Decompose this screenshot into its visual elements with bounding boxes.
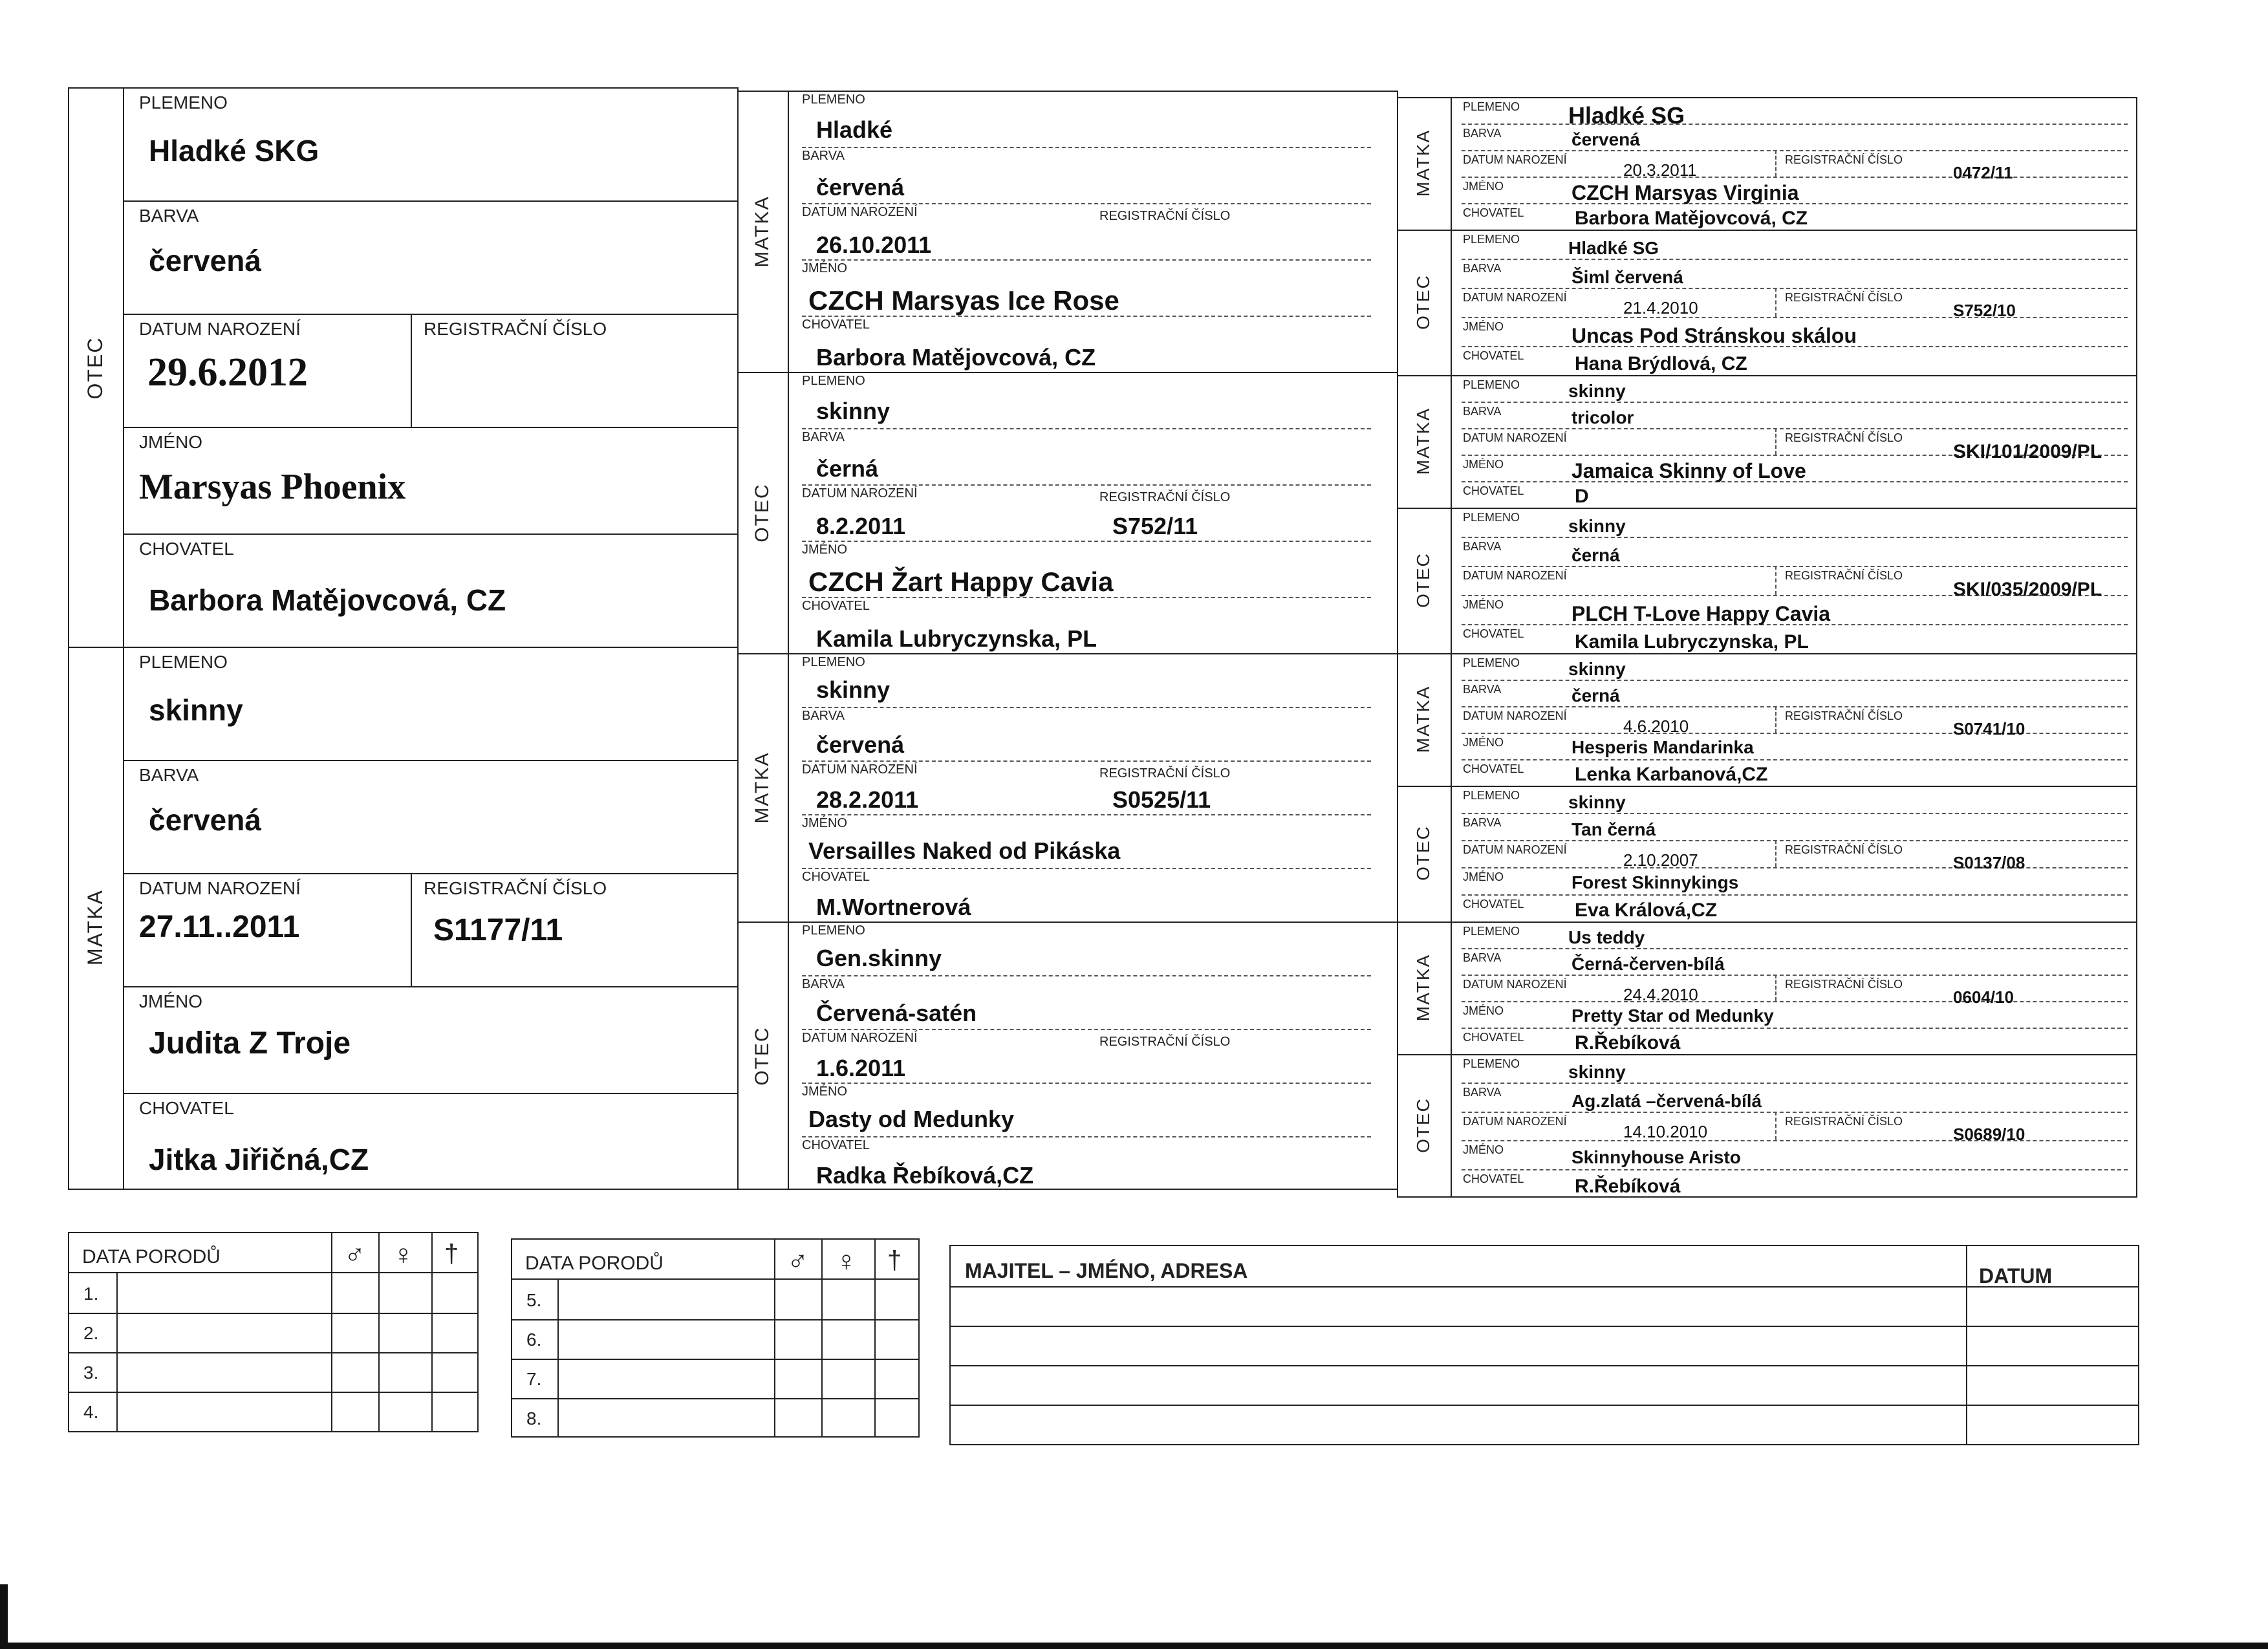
jmeno-label: JMÉNO xyxy=(1463,320,1504,333)
barva-label: BARVA xyxy=(802,149,845,163)
datum-label: DATUM NAROZENÍ xyxy=(802,486,918,501)
reg-label: REGISTRAČNÍ ČÍSLO xyxy=(1099,490,1231,504)
great-grandparent-role-label: MATKA xyxy=(1413,129,1433,197)
female-symbol: ♀ xyxy=(393,1239,414,1271)
chovatel-value: Kamila Lubryczynska, PL xyxy=(1575,631,1809,652)
barva-value: tricolor xyxy=(1571,407,1634,427)
datum-label: DATUM NAROZENÍ xyxy=(802,205,918,219)
reg-label: REGISTRAČNÍ ČÍSLO xyxy=(1099,766,1231,781)
reg-label: REGISTRAČNÍ ČÍSLO xyxy=(1099,209,1231,223)
plemeno-label: PLEMENO xyxy=(1463,1057,1520,1070)
reg-value: S0137/08 xyxy=(1953,853,2025,872)
chovatel-value: Barbora Matějovcová, CZ xyxy=(816,344,1096,371)
datum-value: 29.6.2012 xyxy=(147,350,308,394)
grandparent-role-label: MATKA xyxy=(751,751,773,824)
chovatel-value: Jitka Jiřičná,CZ xyxy=(149,1143,369,1176)
chovatel-label: CHOVATEL xyxy=(1463,898,1524,911)
reg-label: REGISTRAČNÍ ČÍSLO xyxy=(1785,978,1903,991)
litter-header-label: DATA PORODŮ xyxy=(82,1246,221,1267)
datum-label: DATUM NAROZENÍ xyxy=(1463,431,1567,444)
grandparents-role-divider xyxy=(788,91,789,1190)
plemeno-label: PLEMENO xyxy=(802,923,865,938)
great-grandparent-role-label: MATKA xyxy=(1413,407,1433,475)
reg-label: REGISTRAČNÍ ČÍSLO xyxy=(1785,843,1903,856)
barva-value: černá xyxy=(1571,685,1620,706)
reg-label: REGISTRAČNÍ ČÍSLO xyxy=(1785,431,1903,444)
plemeno-value: skinny xyxy=(149,693,243,727)
dead-symbol: † xyxy=(887,1246,902,1275)
datum-label: DATUM NAROZENÍ xyxy=(1463,569,1567,582)
jmeno-label: JMÉNO xyxy=(1463,870,1504,883)
plemeno-value: skinny xyxy=(1568,659,1626,679)
plemeno-value: skinny xyxy=(1568,381,1626,401)
chovatel-value: Hana Brýdlová, CZ xyxy=(1575,353,1747,374)
litter-row-number: 5. xyxy=(526,1290,542,1310)
chovatel-value: Barbora Matějovcová, CZ xyxy=(1575,208,1808,229)
chovatel-value: Lenka Karbanová,CZ xyxy=(1575,764,1768,785)
jmeno-value: Forest Skinnykings xyxy=(1571,872,1739,892)
datum-value: 1.6.2011 xyxy=(816,1055,906,1081)
datum-label: DATUM NAROZENÍ xyxy=(802,762,918,777)
plemeno-value: Hladké xyxy=(816,116,893,143)
jmeno-value: Hesperis Mandarinka xyxy=(1571,737,1754,757)
chovatel-label: CHOVATEL xyxy=(1463,484,1524,497)
datum-label: DATUM NAROZENÍ xyxy=(1463,153,1567,166)
datum-label: DATUM NAROZENÍ xyxy=(1463,843,1567,856)
reg-value: S0689/10 xyxy=(1953,1124,2025,1144)
datum-label: DATUM NAROZENÍ xyxy=(1463,709,1567,722)
plemeno-label: PLEMENO xyxy=(1463,925,1520,938)
chovatel-label: CHOVATEL xyxy=(802,318,870,332)
reg-value: SKI/035/2009/PL xyxy=(1953,579,2102,600)
owner-header-label: MAJITEL – JMÉNO, ADRESA xyxy=(965,1259,1248,1282)
barva-value: červená xyxy=(816,174,905,200)
great-grandparent-role-label: OTEC xyxy=(1413,552,1433,608)
barva-value: Tan černá xyxy=(1571,819,1656,839)
barva-label: BARVA xyxy=(1463,816,1502,829)
barva-label: BARVA xyxy=(1463,127,1502,140)
datum-label: DATUM NAROZENÍ xyxy=(139,878,301,898)
barva-label: BARVA xyxy=(1463,1086,1502,1099)
litter-row-number: 3. xyxy=(83,1363,99,1383)
parents-divider xyxy=(68,647,739,648)
jmeno-label: JMÉNO xyxy=(1463,180,1504,193)
parent-role-label: OTEC xyxy=(83,336,107,399)
reg-label: REGISTRAČNÍ ČÍSLO xyxy=(1785,709,1903,722)
jmeno-label: JMÉNO xyxy=(802,543,847,557)
barva-value: Šiml červená xyxy=(1571,267,1683,287)
chovatel-value: Barbora Matějovcová, CZ xyxy=(149,583,506,617)
plemeno-label: PLEMENO xyxy=(1463,656,1520,669)
grandparent-role-label: MATKA xyxy=(751,195,773,268)
reg-value: S752/11 xyxy=(1112,513,1198,539)
parents-role-divider xyxy=(123,87,124,1190)
great-grandparent-role-label: OTEC xyxy=(1413,825,1433,881)
datum-label: DATUM NAROZENÍ xyxy=(1463,291,1567,304)
plemeno-value: skinny xyxy=(1568,516,1626,536)
litter-header-row xyxy=(512,1240,918,1280)
barva-value: Červená-satén xyxy=(816,1000,977,1026)
datum-label: DATUM NAROZENÍ xyxy=(802,1031,918,1045)
chovatel-label: CHOVATEL xyxy=(1463,206,1524,219)
jmeno-value: Pretty Star od Medunky xyxy=(1571,1006,1774,1026)
plemeno-label: PLEMENO xyxy=(1463,233,1520,246)
reg-value: SKI/101/2009/PL xyxy=(1953,441,2102,462)
jmeno-value: Skinnyhouse Aristo xyxy=(1571,1147,1741,1167)
jmeno-label: JMÉNO xyxy=(139,432,202,452)
jmeno-value: CZCH Marsyas Virginia xyxy=(1571,181,1799,204)
great-grandparent-role-label: OTEC xyxy=(1413,1097,1433,1153)
chovatel-value: M.Wortnerová xyxy=(816,894,971,920)
reg-label: REGISTRAČNÍ ČÍSLO xyxy=(1785,569,1903,582)
datum-value: 26.10.2011 xyxy=(816,232,932,258)
barva-value: červená xyxy=(816,731,905,758)
reg-value: S752/10 xyxy=(1953,301,2016,320)
jmeno-value: Marsyas Phoenix xyxy=(139,467,406,507)
plemeno-value: skinny xyxy=(816,676,891,703)
litter-row-number: 1. xyxy=(83,1284,99,1304)
plemeno-value: Us teddy xyxy=(1568,927,1645,947)
datum-value: 8.2.2011 xyxy=(816,513,906,539)
plemeno-label: PLEMENO xyxy=(802,374,865,388)
datum-value: 27.11..2011 xyxy=(139,910,300,944)
litter-table-left xyxy=(68,1232,479,1432)
plemeno-label: PLEMENO xyxy=(802,92,865,107)
jmeno-label: JMÉNO xyxy=(139,991,202,1011)
barva-value: červená xyxy=(1571,129,1640,149)
datum-label: DATUM NAROZENÍ xyxy=(1463,978,1567,991)
plemeno-value: Hladké SG xyxy=(1568,238,1659,258)
reg-label: REGISTRAČNÍ ČÍSLO xyxy=(1099,1035,1231,1049)
jmeno-label: JMÉNO xyxy=(1463,598,1504,611)
chovatel-value: Kamila Lubryczynska, PL xyxy=(816,625,1097,652)
reg-label: REGISTRAČNÍ ČÍSLO xyxy=(424,878,607,898)
barva-value: černá xyxy=(816,455,879,482)
plemeno-label: PLEMENO xyxy=(1463,100,1520,113)
litter-row-number: 4. xyxy=(83,1402,99,1422)
plemeno-label: PLEMENO xyxy=(802,655,865,669)
great-grandparent-role-label: OTEC xyxy=(1413,274,1433,330)
barva-value: červená xyxy=(149,803,261,837)
barva-label: BARVA xyxy=(1463,540,1502,553)
chovatel-value: D xyxy=(1575,486,1589,507)
chovatel-value: Radka Řebíková,CZ xyxy=(816,1162,1034,1189)
datum-value: 21.4.2010 xyxy=(1623,298,1698,318)
plemeno-label: PLEMENO xyxy=(139,652,228,672)
reg-value: 0604/10 xyxy=(1953,987,2014,1007)
male-symbol: ♂ xyxy=(787,1245,808,1277)
plemeno-label: PLEMENO xyxy=(1463,789,1520,802)
chovatel-label: CHOVATEL xyxy=(802,870,870,884)
jmeno-value: Versailles Naked od Pikáska xyxy=(808,837,1121,864)
barva-value: černá xyxy=(1571,545,1620,565)
grandparent-role-label: OTEC xyxy=(751,1026,773,1086)
datum-value: 2.10.2007 xyxy=(1623,850,1698,870)
chovatel-label: CHOVATEL xyxy=(1463,1172,1524,1185)
jmeno-value: Uncas Pod Stránskou skálou xyxy=(1571,324,1857,347)
barva-label: BARVA xyxy=(802,977,845,991)
reg-label: REGISTRAČNÍ ČÍSLO xyxy=(1785,1114,1903,1128)
reg-label: REGISTRAČNÍ ČÍSLO xyxy=(1785,291,1903,304)
datum-value: 20.3.2011 xyxy=(1623,160,1697,180)
plemeno-label: PLEMENO xyxy=(1463,511,1520,524)
litter-row-number: 8. xyxy=(526,1408,542,1428)
owner-table xyxy=(949,1245,2139,1445)
litter-header-label: DATA PORODŮ xyxy=(525,1253,664,1274)
male-symbol: ♂ xyxy=(344,1239,365,1271)
barva-value: Ag.zlatá –červená-bílá xyxy=(1571,1090,1762,1111)
jmeno-label: JMÉNO xyxy=(802,816,847,830)
barva-value: Černá-červen-bílá xyxy=(1571,954,1725,974)
jmeno-value: CZCH Žart Happy Cavia xyxy=(808,566,1114,597)
chovatel-label: CHOVATEL xyxy=(139,1098,234,1118)
jmeno-label: JMÉNO xyxy=(1463,736,1504,749)
litter-row-number: 7. xyxy=(526,1369,542,1389)
datum-value: 14.10.2010 xyxy=(1623,1121,1708,1141)
reg-value: S0741/10 xyxy=(1953,719,2025,738)
reg-value: S1177/11 xyxy=(433,913,563,947)
barva-label: BARVA xyxy=(802,709,845,723)
chovatel-value: Eva Králová,CZ xyxy=(1575,900,1718,921)
chovatel-label: CHOVATEL xyxy=(1463,1031,1524,1044)
barva-label: BARVA xyxy=(139,765,199,785)
barva-value: červená xyxy=(149,244,261,277)
grandparent-role-label: OTEC xyxy=(751,482,773,543)
barva-label: BARVA xyxy=(1463,951,1502,964)
litter-row-number: 6. xyxy=(526,1330,542,1350)
jmeno-value: Judita Z Troje xyxy=(149,1026,351,1061)
jmeno-label: JMÉNO xyxy=(1463,1004,1504,1017)
jmeno-label: JMÉNO xyxy=(802,261,847,275)
parent-role-label: MATKA xyxy=(83,889,107,965)
barva-label: BARVA xyxy=(1463,683,1502,696)
jmeno-value: Jamaica Skinny of Love xyxy=(1571,459,1806,482)
litter-header-row xyxy=(69,1233,477,1273)
chovatel-label: CHOVATEL xyxy=(1463,349,1524,362)
datum-label: DATUM NAROZENÍ xyxy=(139,319,301,339)
reg-value: S0525/11 xyxy=(1112,786,1211,813)
barva-label: BARVA xyxy=(1463,405,1502,418)
dead-symbol: † xyxy=(444,1240,459,1268)
datum-label: DATUM NAROZENÍ xyxy=(1463,1114,1567,1128)
plemeno-value: skinny xyxy=(1568,792,1626,812)
litter-row-number: 2. xyxy=(83,1323,99,1343)
chovatel-label: CHOVATEL xyxy=(802,599,870,613)
plemeno-value: Gen.skinny xyxy=(816,945,942,971)
chovatel-value: R.Řebíková xyxy=(1575,1032,1681,1053)
barva-label: BARVA xyxy=(1463,262,1502,275)
reg-value: 0472/11 xyxy=(1953,163,2013,182)
owner-date-header: DATUM xyxy=(1979,1264,2053,1288)
chovatel-label: CHOVATEL xyxy=(1463,762,1524,775)
datum-value: 4.6.2010 xyxy=(1623,717,1689,736)
plemeno-label: PLEMENO xyxy=(139,92,228,113)
barva-label: BARVA xyxy=(802,430,845,444)
chovatel-label: CHOVATEL xyxy=(139,539,234,559)
plemeno-value: Hladké SG xyxy=(1568,102,1685,129)
reg-label: REGISTRAČNÍ ČÍSLO xyxy=(1785,153,1903,166)
jmeno-value: CZCH Marsyas Ice Rose xyxy=(808,285,1119,316)
reg-label: REGISTRAČNÍ ČÍSLO xyxy=(424,319,607,339)
litter-table-right xyxy=(511,1238,920,1438)
page-edge-mark xyxy=(0,1643,2268,1649)
page-edge-mark xyxy=(0,1584,8,1649)
jmeno-label: JMÉNO xyxy=(1463,1143,1504,1157)
plemeno-label: PLEMENO xyxy=(1463,378,1520,391)
barva-label: BARVA xyxy=(139,206,199,226)
datum-value: 24.4.2010 xyxy=(1623,985,1698,1004)
jmeno-value: PLCH T-Love Happy Cavia xyxy=(1571,602,1831,625)
datum-value: 28.2.2011 xyxy=(816,786,919,813)
jmeno-value: Dasty od Medunky xyxy=(808,1106,1015,1132)
chovatel-value: R.Řebíková xyxy=(1575,1176,1681,1197)
plemeno-value: Hladké SKG xyxy=(149,134,319,167)
great-grandparent-role-label: MATKA xyxy=(1413,953,1433,1021)
chovatel-label: CHOVATEL xyxy=(1463,627,1524,640)
plemeno-value: skinny xyxy=(1568,1062,1626,1083)
chovatel-label: CHOVATEL xyxy=(802,1138,870,1152)
great-grandparent-role-label: MATKA xyxy=(1413,685,1433,753)
jmeno-label: JMÉNO xyxy=(1463,458,1504,471)
plemeno-value: skinny xyxy=(816,398,891,424)
jmeno-label: JMÉNO xyxy=(802,1084,847,1099)
great-grandparents-role-divider xyxy=(1451,97,1452,1198)
female-symbol: ♀ xyxy=(836,1245,857,1277)
